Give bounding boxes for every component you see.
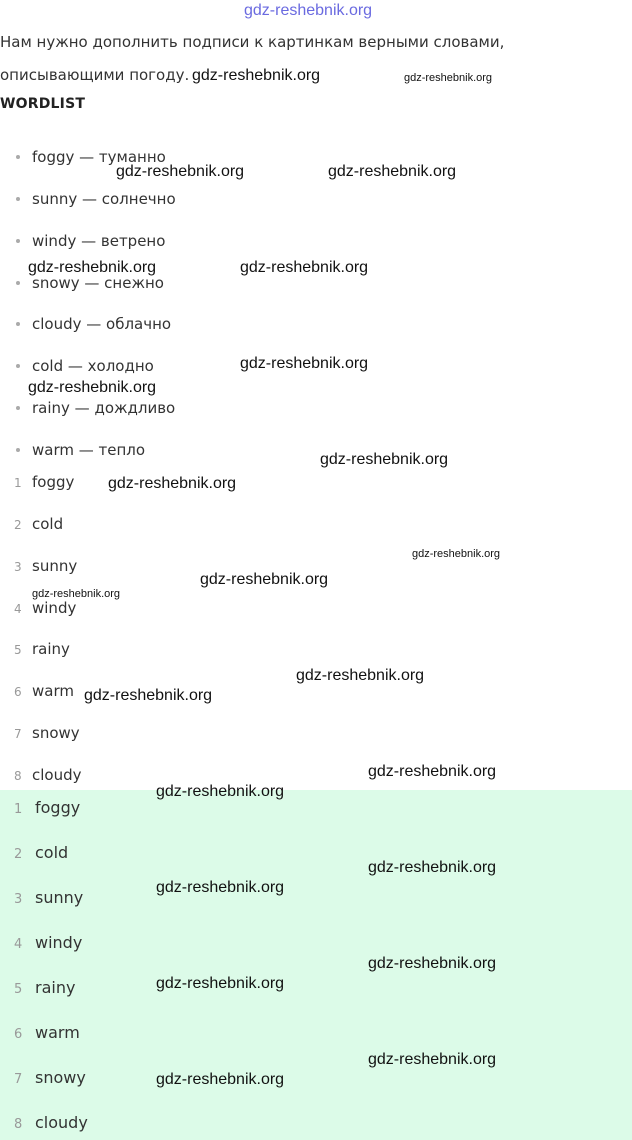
wordlist-item-text: cloudy — облачно: [32, 315, 172, 333]
bullet-icon: [16, 155, 20, 159]
watermark: gdz-reshebnik.org: [368, 859, 497, 876]
task-item: [14, 473, 74, 491]
answer-word: windy: [35, 933, 83, 952]
answer-item: [14, 933, 82, 952]
watermark: gdz-reshebnik.org: [156, 879, 285, 896]
task-word: warm: [32, 682, 74, 700]
answer-box: [0, 790, 632, 1140]
answer-word: rainy: [35, 978, 76, 997]
answer-number: 6: [14, 1027, 23, 1042]
task-word: snowy: [32, 724, 80, 742]
wordlist-item-text: windy — ветрено: [32, 232, 166, 250]
answer-item: [14, 1023, 80, 1042]
answer-number: 8: [14, 1117, 23, 1132]
watermark: gdz-reshebnik.org: [116, 163, 245, 180]
task-word: cloudy: [32, 766, 82, 784]
wordlist-item-text: cold — холодно: [32, 357, 154, 375]
wordlist-item: [16, 399, 175, 417]
task-item: [14, 682, 74, 700]
watermark: gdz-reshebnik.org: [28, 259, 157, 276]
watermark: gdz-reshebnik.org: [84, 687, 213, 704]
wordlist-item: [16, 190, 176, 208]
task-number: 8: [14, 769, 22, 783]
answer-word: sunny: [35, 888, 84, 907]
watermark: gdz-reshebnik.org: [108, 475, 237, 492]
watermark: gdz-reshebnik.org: [156, 975, 285, 992]
wordlist-item: [16, 357, 154, 375]
answer-item: [14, 1113, 88, 1132]
watermark: gdz-reshebnik.org: [156, 783, 285, 800]
watermark: gdz-reshebnik.org: [368, 1051, 497, 1068]
intro-line-1: Нам нужно дополнить подписи к картинкам верными словами,: [0, 33, 505, 51]
answer-number: 4: [14, 937, 23, 952]
watermark: gdz-reshebnik.org: [240, 259, 369, 276]
task-item: [14, 766, 82, 784]
task-item: [14, 515, 63, 533]
answer-number: 1: [14, 802, 23, 817]
wordlist-item-text: warm — тепло: [32, 441, 146, 459]
watermark: gdz-reshebnik.org: [404, 72, 493, 84]
watermark: gdz-reshebnik.org: [156, 1071, 285, 1088]
task-word: windy: [32, 599, 77, 617]
bullet-icon: [16, 322, 20, 326]
answer-item: [14, 888, 83, 907]
task-word: foggy: [32, 473, 75, 491]
task-number: 5: [14, 643, 22, 657]
answer-word: cold: [35, 843, 69, 862]
answer-item: [14, 798, 80, 817]
task-number: 3: [14, 560, 22, 574]
wordlist-heading: WORDLIST: [0, 96, 86, 112]
watermark: gdz-reshebnik.org: [296, 667, 425, 684]
wordlist-item: [16, 315, 171, 333]
wordlist-item: [16, 441, 145, 459]
answer-item: [14, 1068, 86, 1087]
watermark: gdz-reshebnik.org: [368, 955, 497, 972]
wordlist-item: [16, 232, 165, 250]
bullet-icon: [16, 197, 20, 201]
bullet-icon: [16, 239, 20, 243]
wordlist-item-text: sunny — солнечно: [32, 190, 176, 208]
bullet-icon: [16, 364, 20, 368]
watermark: gdz-reshebnik.org: [28, 379, 157, 396]
answer-number: 5: [14, 982, 23, 997]
task-item: [14, 599, 76, 617]
task-item: [14, 557, 77, 575]
bullet-icon: [16, 281, 20, 285]
task-item: [14, 724, 80, 742]
bullet-icon: [16, 448, 20, 452]
task-word: sunny: [32, 557, 78, 575]
watermark: gdz-reshebnik.org: [368, 763, 497, 780]
task-number: 6: [14, 685, 22, 699]
task-word: rainy: [32, 640, 70, 658]
answer-word: cloudy: [35, 1113, 88, 1132]
watermark-top: gdz-reshebnik.org: [244, 2, 373, 19]
watermark: gdz-reshebnik.org: [192, 67, 321, 84]
watermark: gdz-reshebnik.org: [328, 163, 457, 180]
task-word: cold: [32, 515, 64, 533]
answer-number: 7: [14, 1072, 23, 1087]
task-number: 7: [14, 727, 22, 741]
answer-item: [14, 978, 75, 997]
task-item: [14, 640, 70, 658]
bullet-icon: [16, 406, 20, 410]
wordlist-item-text: rainy — дождливо: [32, 399, 176, 417]
answer-word: foggy: [35, 798, 81, 817]
watermark: gdz-reshebnik.org: [32, 588, 121, 600]
wordlist-item-text: foggy — туманно: [32, 148, 166, 166]
answer-word: snowy: [35, 1068, 86, 1087]
watermark: gdz-reshebnik.org: [240, 355, 369, 372]
watermark: gdz-reshebnik.org: [200, 571, 329, 588]
task-number: 2: [14, 518, 22, 532]
intro-line-2: описывающими погоду.: [0, 66, 190, 84]
task-number: 4: [14, 602, 22, 616]
watermark: gdz-reshebnik.org: [320, 451, 449, 468]
answer-word: warm: [35, 1023, 80, 1042]
answer-item: [14, 843, 68, 862]
watermark: gdz-reshebnik.org: [412, 548, 501, 560]
wordlist-item-text: snowy — снежно: [32, 274, 164, 292]
task-number: 1: [14, 476, 22, 490]
answer-number: 3: [14, 892, 23, 907]
answer-number: 2: [14, 847, 23, 862]
